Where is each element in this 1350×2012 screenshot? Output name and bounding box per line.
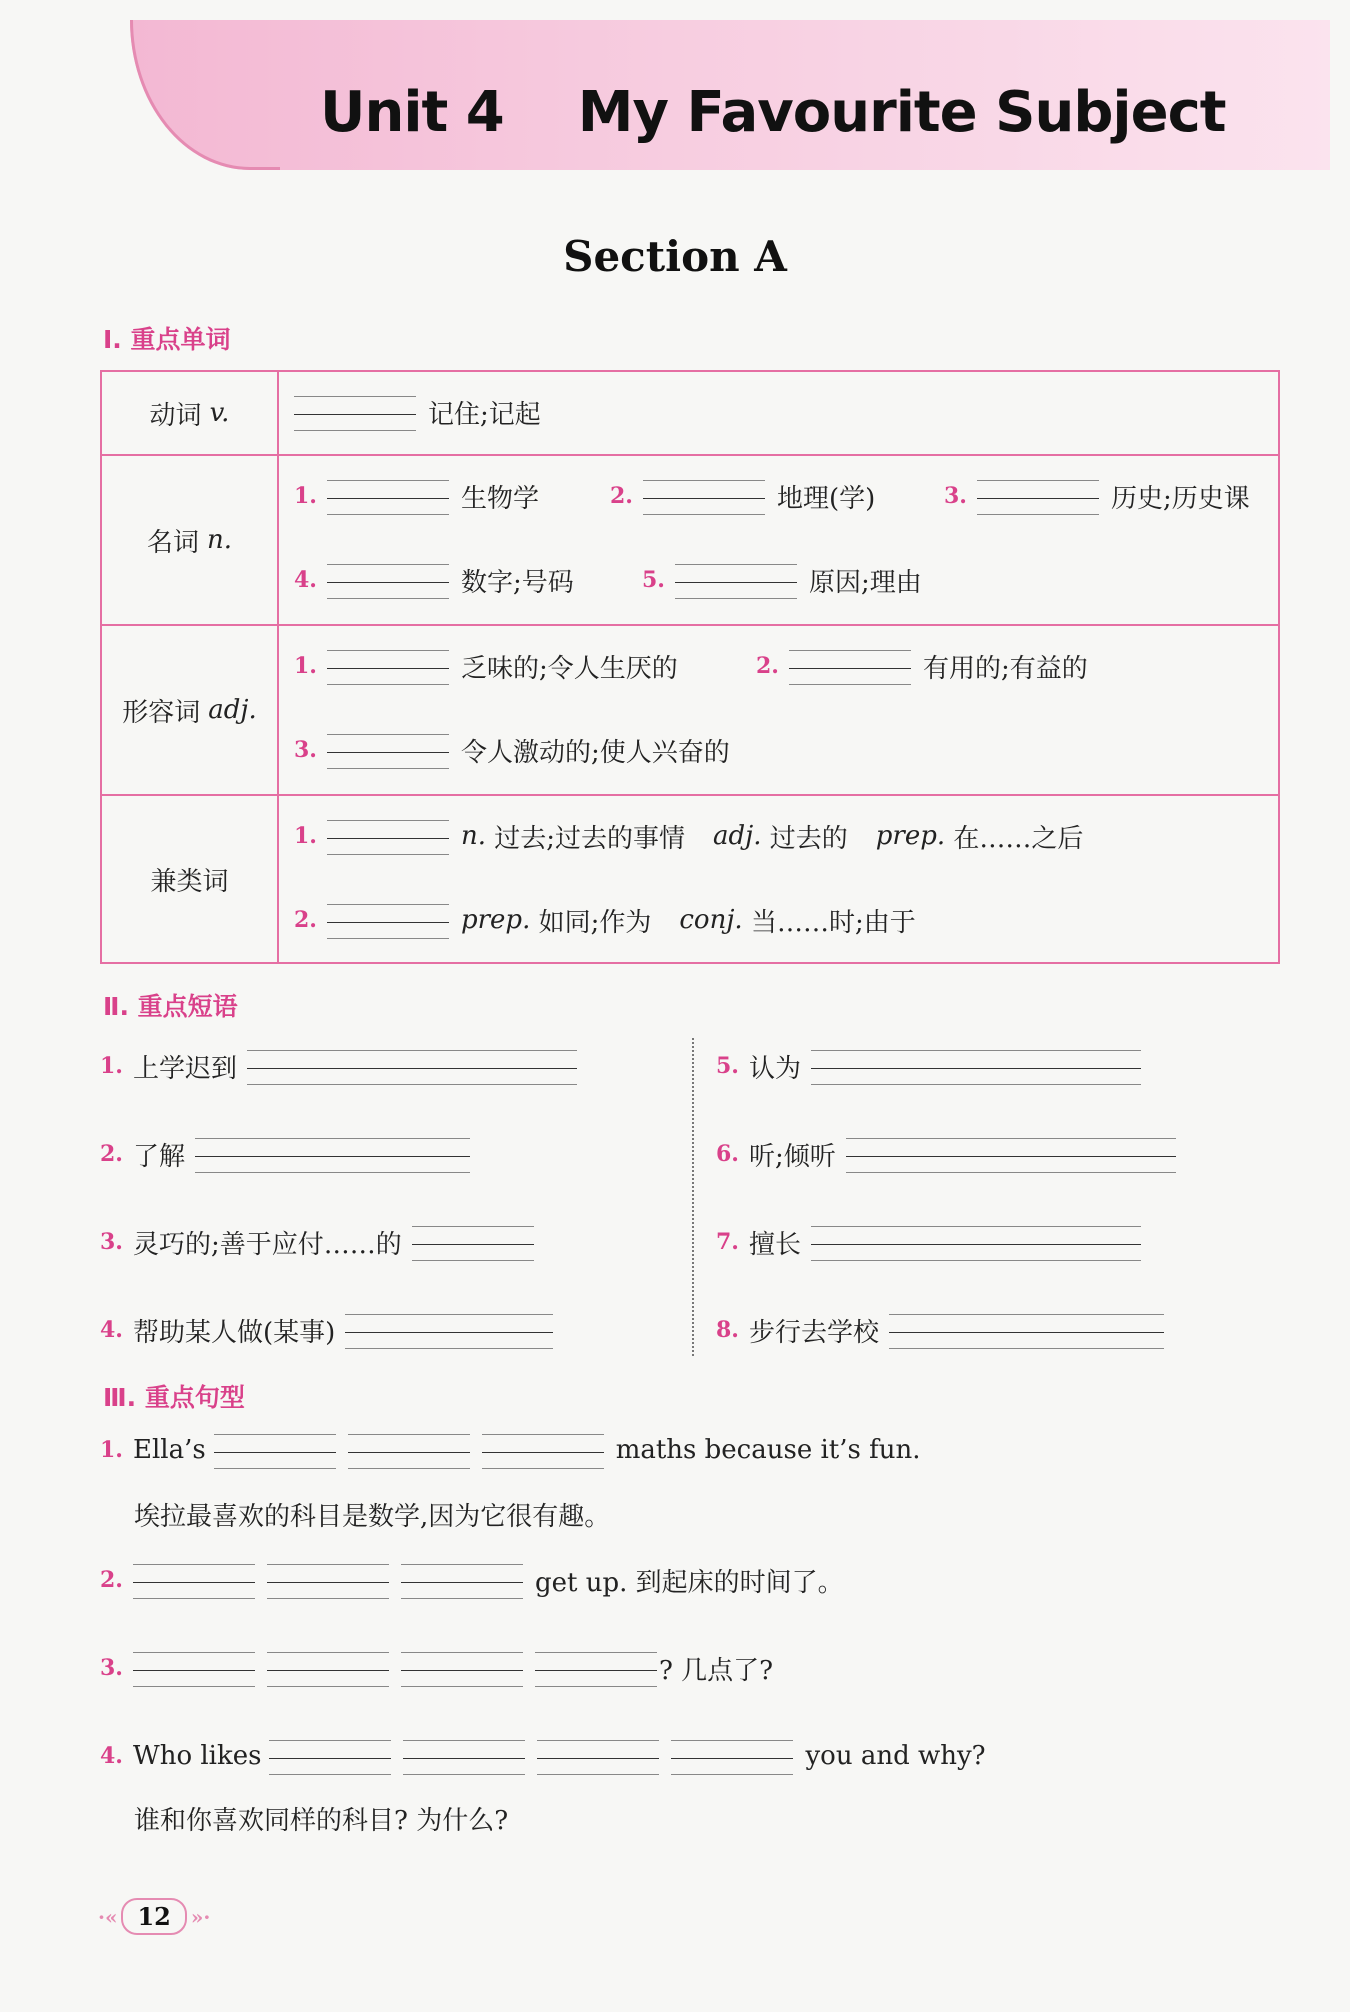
answer-blank[interactable]: [977, 476, 1099, 516]
answer-blank[interactable]: [412, 1222, 534, 1262]
page-number-decoration-right-icon: »·: [190, 1904, 211, 1929]
answer-blank[interactable]: [811, 1222, 1141, 1262]
answer-blank[interactable]: [214, 1430, 336, 1470]
answer-blank[interactable]: [401, 1648, 523, 1688]
answer-blank[interactable]: [537, 1736, 659, 1776]
vocab-item: 记住;记起: [294, 392, 541, 432]
section-heading-phrases: Ⅱ. 重点短语: [103, 992, 238, 1021]
header-banner-curve: [130, 20, 280, 170]
answer-blank[interactable]: [247, 1046, 577, 1086]
vocab-item: 4. 数字;号码: [294, 560, 574, 600]
vocab-item: 3. 历史;历史课: [944, 476, 1250, 516]
answer-blank[interactable]: [327, 560, 449, 600]
answer-blank[interactable]: [195, 1134, 470, 1174]
section-heading-sentences: Ⅲ. 重点句型: [103, 1383, 245, 1412]
category-noun: 名词 n.: [102, 456, 279, 624]
table-row-noun: [102, 456, 1278, 626]
sentence-item: 2. get up. 到起床的时间了。: [100, 1560, 844, 1600]
vocabulary-table: [100, 370, 1280, 964]
phrase-item: 4. 帮助某人做(某事): [100, 1310, 565, 1350]
answer-blank[interactable]: [294, 392, 416, 432]
table-row-verb: [102, 372, 1278, 456]
unit-title: Unit 4 My Favourite Subject: [320, 80, 1226, 145]
section-title: Section A: [563, 232, 787, 281]
answer-blank[interactable]: [675, 560, 797, 600]
category-multi-class: 兼类词: [102, 796, 279, 962]
vocab-item: 1. 生物学: [294, 476, 539, 516]
answer-blank[interactable]: [267, 1560, 389, 1600]
answer-blank[interactable]: [269, 1736, 391, 1776]
answer-blank[interactable]: [267, 1648, 389, 1688]
answer-blank[interactable]: [671, 1736, 793, 1776]
phrase-item: 2. 了解: [100, 1134, 482, 1174]
answer-blank[interactable]: [535, 1648, 657, 1688]
vocab-item: 2. 有用的;有益的: [756, 646, 1088, 686]
vocab-item: 2. 地理(学): [610, 476, 875, 516]
answer-blank[interactable]: [846, 1134, 1176, 1174]
category-verb: 动词 v.: [102, 372, 279, 454]
phrase-item: 8. 步行去学校: [716, 1310, 1176, 1350]
sentence-item: 4. Who likes you and why?: [100, 1736, 986, 1776]
table-row-multi-class: [102, 796, 1278, 962]
sentence-translation: 埃拉最喜欢的科目是数学,因为它很有趣。: [134, 1502, 611, 1532]
sentence-translation: 谁和你喜欢同样的科目? 为什么?: [134, 1806, 509, 1836]
vocab-item: 1. n. 过去;过去的事情 adj. 过去的 prep. 在……之后: [294, 816, 1083, 856]
page-number: ·« 12 »·: [98, 1898, 210, 1935]
answer-blank[interactable]: [789, 646, 911, 686]
answer-blank[interactable]: [348, 1430, 470, 1470]
sentence-item: 3. ? 几点了?: [100, 1648, 773, 1688]
page-number-decoration-left-icon: ·«: [98, 1904, 118, 1929]
phrase-item: 7. 擅长: [716, 1222, 1153, 1262]
phrase-item: 5. 认为: [716, 1046, 1153, 1086]
answer-blank[interactable]: [327, 900, 449, 940]
column-divider: [692, 1038, 694, 1356]
answer-blank[interactable]: [327, 730, 449, 770]
vocab-item: 5. 原因;理由: [642, 560, 922, 600]
phrase-item: 3. 灵巧的;善于应付……的: [100, 1222, 546, 1262]
sentence-item: 1. Ella’s maths because it’s fun.: [100, 1430, 921, 1470]
answer-blank[interactable]: [327, 646, 449, 686]
table-row-adjective: [102, 626, 1278, 796]
answer-blank[interactable]: [327, 476, 449, 516]
phrase-item: 6. 听;倾听: [716, 1134, 1188, 1174]
answer-blank[interactable]: [133, 1648, 255, 1688]
answer-blank[interactable]: [811, 1046, 1141, 1086]
phrase-item: 1. 上学迟到: [100, 1046, 589, 1086]
answer-blank[interactable]: [401, 1560, 523, 1600]
section-heading-words: Ⅰ. 重点单词: [103, 325, 231, 354]
answer-blank[interactable]: [327, 816, 449, 856]
answer-blank[interactable]: [133, 1560, 255, 1600]
answer-blank[interactable]: [403, 1736, 525, 1776]
answer-blank[interactable]: [482, 1430, 604, 1470]
vocab-item: 2. prep. 如同;作为 conj. 当……时;由于: [294, 900, 916, 940]
vocab-item: 1. 乏味的;令人生厌的: [294, 646, 678, 686]
answer-blank[interactable]: [643, 476, 765, 516]
answer-blank[interactable]: [345, 1310, 553, 1350]
vocab-item: 3. 令人激动的;使人兴奋的: [294, 730, 730, 770]
answer-blank[interactable]: [889, 1310, 1164, 1350]
category-adjective: 形容词 adj.: [102, 626, 279, 794]
